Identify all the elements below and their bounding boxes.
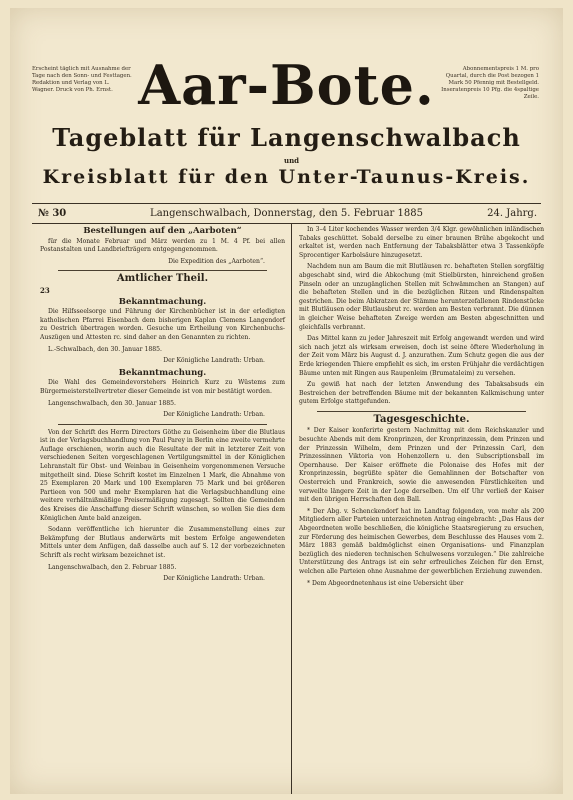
- official-section-title: Amtlicher Theil.: [116, 273, 209, 285]
- top-rule: [32, 203, 541, 204]
- volume-year: 24. Jahrg.: [487, 208, 537, 219]
- notice-1-title: Bekanntmachung.: [118, 296, 207, 307]
- subscribe-text: für die Monate Februar und März werden zu 1 M. 4 Pf. bei allen Postanstalten und Landbriefträgern entgegengenommen.: [40, 237, 285, 254]
- notice-3-date: Langenschwalbach, den 2. Februar 1885.: [48, 563, 177, 571]
- subtitle-tageblatt: Tageblatt für Langenschwalbach: [52, 123, 521, 152]
- notice-1-date: L.-Schwalbach, den 30. Januar 1885.: [48, 345, 162, 353]
- recipe-paragraph-2: Nachdem nun am Baum die mit Blutläusen rc. behafteten Stellen sorgfältig abgeschabt sind, wird die Abkochung (mit Stielbürsten, hinreichend großen Pinseln oder an unzugänglichen Stellen mit Schwämmchen an Stangen) auf die behafteten Stellen und in die bezüglichen Ritzen und Rindenspalten gestrichen. Die beim Abkratzen der Stämme herunterzefallenen Rindenstücke mit Blutläusen oder Blutlausbrut rc. werden am Besten verbrannt. Die dünnen in gleicher Weise behafteten Zweige werden am Besten abgeschnitten und gleichfalls verbrannt.: [299, 263, 544, 331]
- divider: [58, 270, 267, 271]
- issue-number: № 30: [38, 208, 67, 219]
- subtitle-und: und: [284, 156, 300, 165]
- notice-1-sign: Der Königliche Landrath: Urban.: [163, 357, 265, 365]
- place-date: Langenschwalbach, Donnerstag, den 5. Februar 1885: [150, 208, 423, 219]
- left-column: [40, 226, 285, 587]
- notice-3-sign: Der Königliche Landrath: Urban.: [163, 575, 265, 583]
- news-item-2: * Der Abg. v. Schenckendorf hat im Landtag folgenden, von mehr als 200 Mitgliedern aller Parteien unterzeichneten Antrag eingebracht: „Das Haus der Abgeordneten wolle beschließen, die königliche Staatsregierung zu ersuchen, zur Förderung des heimischen Gewerbes, dem Beschlusse des Hauses vom 2. März 1883 gemäß baldmöglichst einen Organisations- und Finanzplan bezüglich des niederen technischen Schulwesens vorzulegen.“ Die zahlreiche Unterstützung des Antrags ist ein sehr erfreuliches Zeichen für den Ernst, welchen alle Parteien ohne Ausnahme der gewerblichen Erziehung zuwenden.: [299, 507, 544, 575]
- subscribe-title: Bestellungen auf den „Aarboten“: [83, 226, 242, 236]
- recipe-paragraph-1: In 3–4 Liter kochendes Wasser werden 3/4 Klgr. gewöhnlichen inländischen Tabaks geschüttet. Sobald derselbe zu einer braunen Brühe abgekocht und erkaltet ist, werden nach Entfernung der Tabaksblätter etwa 3 Tassenköpfe Sprocentiger Karbolsäure hinzugesetzt.: [299, 226, 544, 259]
- bottom-rule: [32, 223, 541, 224]
- newspaper-page: [10, 8, 563, 794]
- column-separator: [291, 224, 292, 794]
- right-column: [299, 226, 544, 591]
- notice-number: 23: [40, 285, 50, 295]
- header-right-info: Abonnementspreis 1 M. pro Quartal, durch die Post bezogen 1 Mark 50 Pfennig mit Bestellgeld. Inseratenpreis 10 Pfg. die 4spaltige Zeile.: [441, 66, 539, 100]
- notice-3-paragraph-2: Sodann veröffentliche ich hierunter die Zusammenstellung eines zur Bekämpfung der Blutlaus anderwärts mit bestem Erfolge angewendeten Mittels unter dem Anfügen, daß dasselbe auch auf S. 12 der vorbezeichneten Schrift als recht wirksam bezeichnet ist.: [40, 526, 285, 559]
- news-item-3: * Dem Abgeordnetenhaus ist eine Uebersicht über: [307, 579, 464, 587]
- notice-2-title: Bekanntmachung.: [118, 367, 207, 378]
- notice-2-sign: Der Königliche Landrath: Urban.: [163, 411, 265, 419]
- notice-2-text: Die Wahl des Gemeindevorstehers Heinrich Kurz zu Wüstems zum Bürgermeisterstellvertreter dieser Gemeinde ist von mir bestätigt worden.: [40, 379, 285, 395]
- news-section-title: Tagesgeschichte.: [373, 413, 470, 425]
- subtitle-kreisblatt: Kreisblatt für den Unter-Taunus-Kreis.: [42, 166, 531, 188]
- masthead-title: Aar-Bote.: [138, 53, 435, 117]
- recipe-paragraph-3: Das Mittel kann zu jeder Jahreszeit mit Erfolg angewandt werden und wird sich nach jetzt als wirksam erweisen, doch ist seine öftere Wiederholung in der Zeit vom März bis August d. J. anzurathen. Zum Schutz gegen die aus der Erde kriegenden Thiere empfiehlt es sich, im ersten Frühjahr die verdächtigen Bäume unten mit Ringen aus Raupenleim (Brumataleim) zu versehen.: [299, 335, 544, 377]
- divider: [58, 424, 267, 425]
- divider: [317, 411, 526, 412]
- notice-3-paragraph-1: Von der Schrift des Herrn Directors Göthe zu Geisenheim über die Blutlaus ist in der Verlagsbuchhandlung von Paul Parey in Berlin eine zweite vermehrte Auflage erschienen, worin auch die Resultate der mit in letzterer Zeit von verschiedenen Seiten vorgeschlagenen Vertilgungsmittel in der Königlichen Lehranstalt für Obst- und Weinbau in Geisenheim vorgenommenen Versuche mitgetheilt sind. Diese Schrift kostet im Einzelnen 1 Mark, die Abnahme von 25 Exemplaren 20 Mark und 100 Exemplaren 75 Mark und bei größeren Partieen von 500 und mehr Exemplaren hat die Verlagsbuchhandlung eine weitere verhältnißmäßige Preisermäßigung zugesagt. Sollten die Gemeinden des Kreises die Anschaffung dieser Schrift wünschen, so wollen Sie dies dem Königlichen Amte bald anzeigen.: [40, 428, 285, 522]
- notice-2-date: Langenschwalbach, den 30. Januar 1885.: [48, 399, 176, 407]
- dateline: [32, 206, 541, 222]
- notice-1-text: Die Hilfsseelsorge und Führung der Kirchenbücher ist in der erledigten katholischen Pfarrei Eisenbach dem bisherigen Kaplan Clemens Langendorf zu Oestrich übertragen worden. Gesuche um Ertheilung von Kirchenbuchs-Auszügen und Attesten rc. sind daher an den Genannten zu richten.: [40, 308, 285, 341]
- subscribe-sign: Die Expedition des „Aarboten“.: [168, 257, 265, 265]
- news-item-1: * Der Kaiser konferirte gestern Nachmittag mit dem Reichskanzler und besuchte Abends mit dem Kronprinzen, der Kronprinzessin, dem Prinzen und der Prinzessin Wilhelm, dem Prinzen und der Prinzessin Carl, den Prinzessinnen Viktoria von Hohenzollern u. den Subscriptionsball im Opernhause. Der Kaiser eröffnete die Polonaise des Hofes mit der Kronprinzessin, begrüßte später die Gemahlinnen der Botschafter von Oesterreich und Frankreich, sowie die anwesenden Fürstlichkeiten und verweilte längere Zeit in der Loge derselben. Um elf Uhr verließ der Kaiser mit den übrigen Herrschaften den Ball.: [299, 427, 544, 504]
- recipe-paragraph-4: Zu gewiß hat nach der letzten Anwendung des Tabaksabsuds ein Bestreichen der betreffenden Bäume mit der bekannten Kalkmischung unter gutem Erfolge stattgefunden.: [299, 381, 544, 406]
- header-left-info: Erscheint täglich mit Ausnahme der Tage nach den Sonn- und Festtagen. Redaktion und Verlag von L. Wagner. Druck von Ph. Ernst.: [32, 66, 132, 93]
